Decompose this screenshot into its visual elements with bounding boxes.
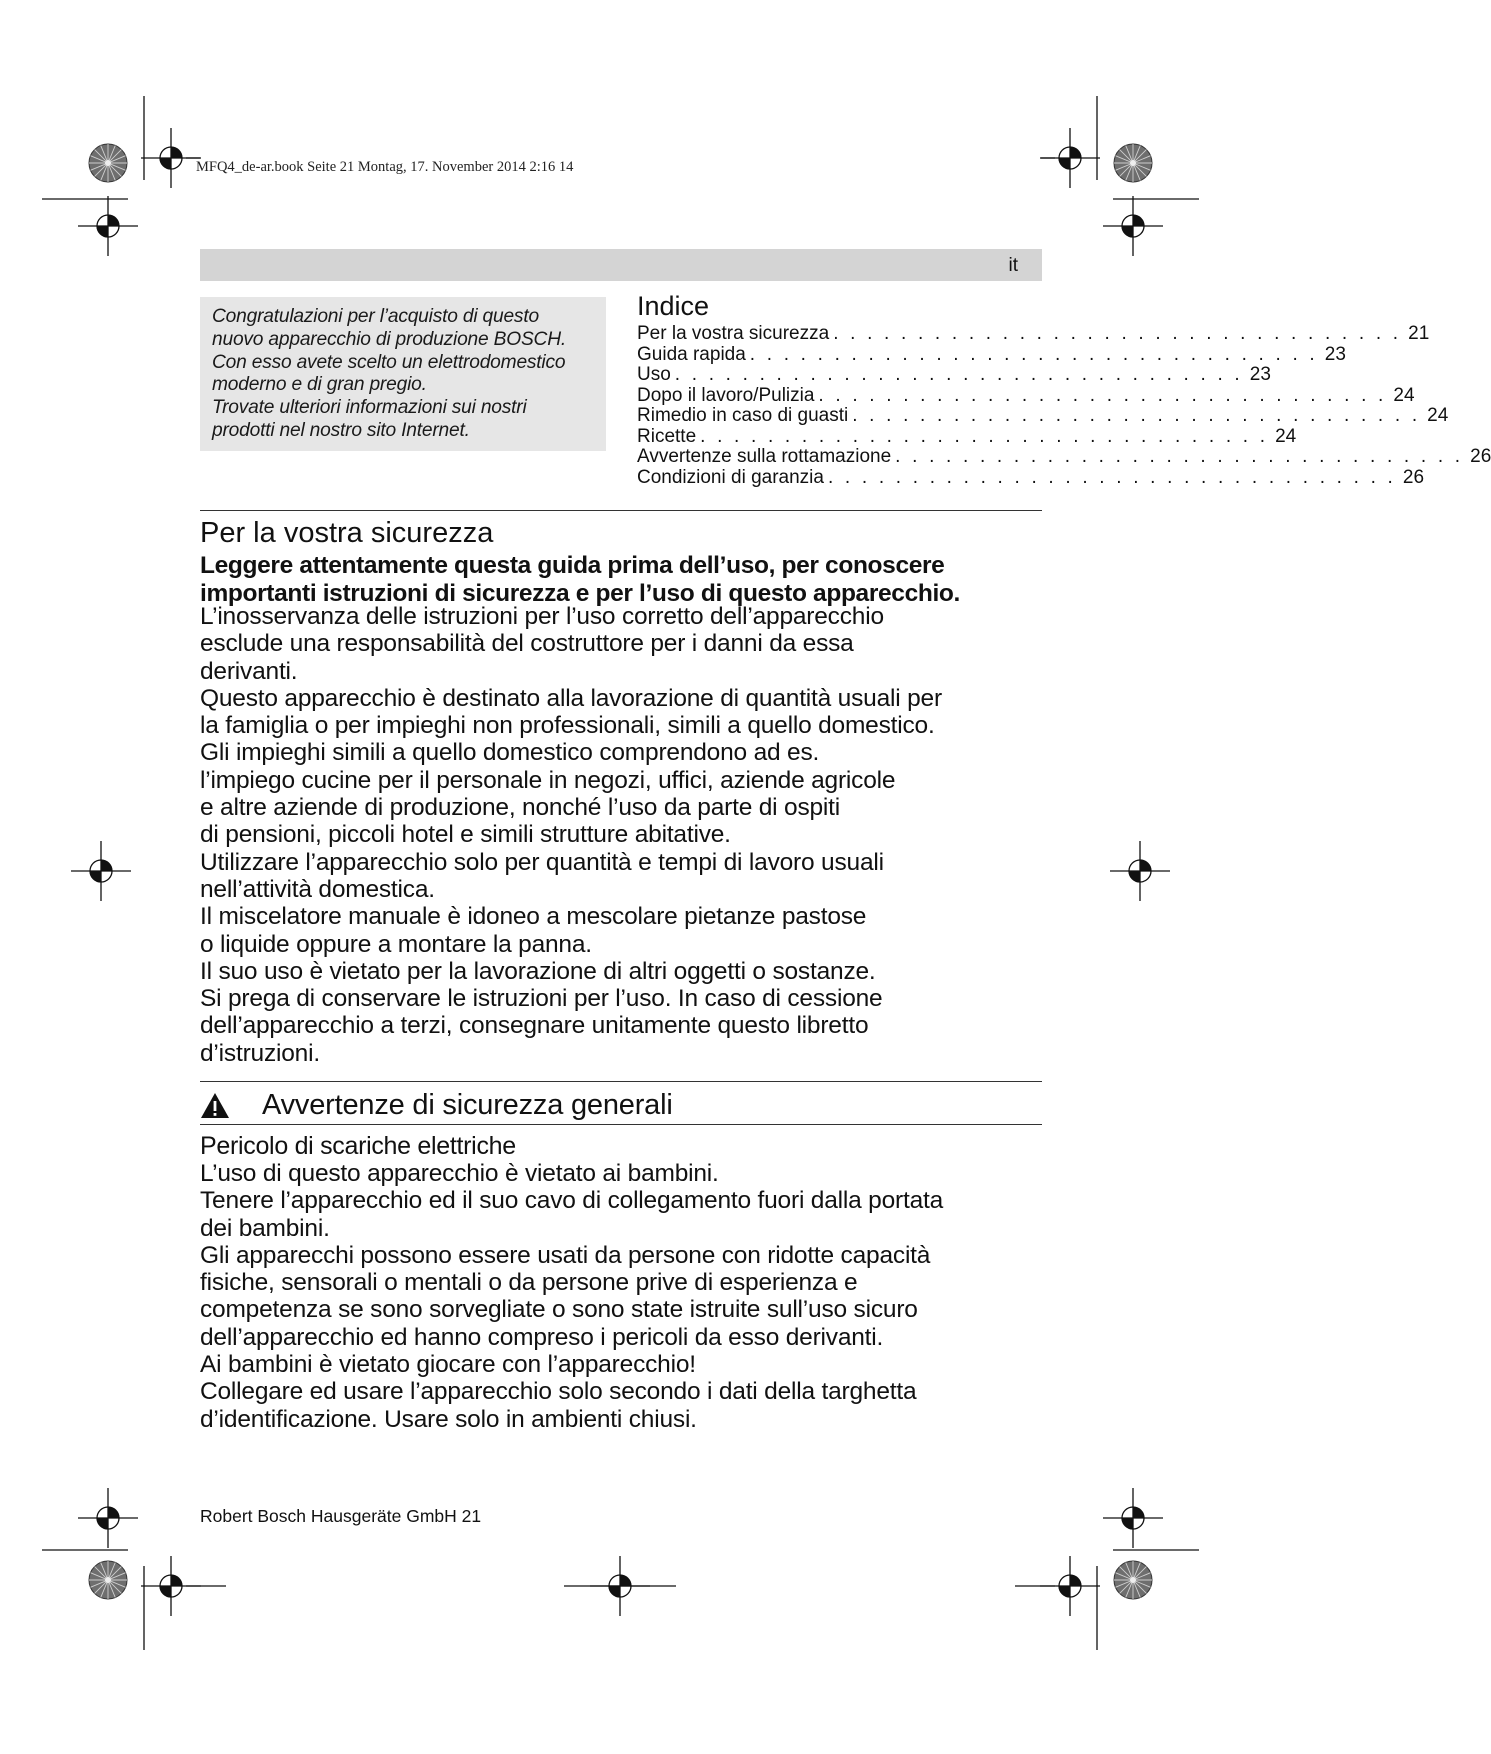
- print-header: MFQ4_de-ar.book Seite 21 Montag, 17. November 2014 2:16 14: [196, 159, 574, 175]
- language-tag: it: [1008, 255, 1018, 276]
- section-divider: [200, 1081, 1042, 1082]
- body-line: dei bambini.: [200, 1214, 330, 1242]
- toc-leader-dots: . . . . . . . . . . . . . . . . . . . . . . . . . . . . . . . . . .: [674, 364, 1243, 385]
- general-warnings-title: Avvertenze di sicurezza generali: [262, 1088, 673, 1121]
- lead-line: Leggere attentamente questa guida prima dell’uso, per conoscere: [200, 552, 945, 579]
- toc-entry-label: Per la vostra sicurezza: [637, 323, 830, 344]
- toc-entry-label: Guida rapida: [637, 343, 746, 365]
- body-line: derivanti.: [200, 657, 298, 685]
- toc-entry: [637, 405, 1449, 427]
- toc-title: Indice: [637, 291, 710, 321]
- toc-entry-page: 26: [1402, 466, 1425, 488]
- toc-entry-label: Ricette: [637, 425, 697, 447]
- body-line: Collegare ed usare l’apparecchio solo secondo i dati della targhetta: [200, 1378, 917, 1406]
- body-line: Gli impieghi simili a quello domestico comprendono ad es.: [200, 739, 820, 767]
- section-divider: [200, 510, 1042, 511]
- toc-leader-dots: . . . . . . . . . . . . . . . . . . . . . . . . . . . . . . . . . .: [833, 323, 1402, 344]
- toc-leader-dots: . . . . . . . . . . . . . . . . . . . . . . . . . . . . . . . . . .: [700, 425, 1269, 447]
- body-line: dell’apparecchio a terzi, consegnare unitamente questo libretto: [200, 1012, 869, 1040]
- body-line: Tenere l’apparecchio ed il suo cavo di collegamento fuori dalla portata: [200, 1187, 944, 1215]
- body-line: d’identificazione. Usare solo in ambienti chiusi.: [200, 1405, 697, 1433]
- intro-line: moderno e di gran pregio.: [212, 374, 427, 396]
- intro-line: nuovo apparecchio di produzione BOSCH.: [212, 328, 566, 350]
- body-line: e altre aziende di produzione, nonché l’uso da parte di ospiti: [200, 794, 841, 822]
- body-line: Gli apparecchi possono essere usati da persone con ridotte capacità: [200, 1241, 931, 1269]
- toc-entry-label: Uso: [637, 364, 671, 385]
- toc-entry-label: Avvertenze sulla rottamazione: [637, 446, 892, 467]
- body-line: Utilizzare l’apparecchio solo per quantità e tempi di lavoro usuali: [200, 848, 884, 876]
- toc-entry: [637, 446, 1491, 468]
- toc-entry-page: 24: [1427, 405, 1449, 426]
- safety-section-title: Per la vostra sicurezza: [200, 517, 494, 549]
- toc-entry: [637, 425, 1297, 448]
- toc-entry: [637, 364, 1271, 386]
- toc-entry: [637, 323, 1430, 345]
- intro-line: Congratulazioni per l’acquisto di questo: [212, 306, 539, 327]
- toc-entry-page: 21: [1408, 323, 1430, 344]
- body-line: Questo apparecchio è destinato alla lavorazione di quantità usuali per: [200, 684, 942, 712]
- intro-line: prodotti nel nostro sito Internet.: [212, 419, 470, 441]
- body-line: dell’apparecchio ed hanno compreso i pericoli da esso derivanti.: [200, 1323, 884, 1351]
- body-line: l’impiego cucine per il personale in negozi, uffici, aziende agricole: [200, 766, 896, 794]
- toc-entry: [637, 343, 1346, 366]
- general-warnings-heading: [200, 1087, 673, 1123]
- body-line: fisiche, sensorali o mentali o da persone prive di esperienza e: [200, 1269, 858, 1297]
- toc-entry-page: 26: [1470, 446, 1491, 467]
- safety-body-text: [200, 603, 1060, 1067]
- toc-entry: [637, 466, 1425, 489]
- toc-leader-dots: . . . . . . . . . . . . . . . . . . . . . . . . . . . . . . . . . .: [852, 405, 1421, 426]
- intro-line: Trovate ulteriori informazioni sui nostri: [212, 397, 527, 419]
- body-line: nell’attività domestica.: [200, 875, 435, 903]
- toc-entry-page: 23: [1249, 364, 1271, 385]
- table-of-contents: [637, 290, 1491, 488]
- toc-leader-dots: . . . . . . . . . . . . . . . . . . . . . . . . . . . . . . . . . .: [749, 343, 1318, 365]
- body-line: Ai bambini è vietato giocare con l’apparecchio!: [200, 1351, 696, 1379]
- page-footer: Robert Bosch Hausgeräte GmbH 21: [200, 1506, 482, 1526]
- toc-leader-dots: . . . . . . . . . . . . . . . . . . . . . . . . . . . . . . . . . .: [818, 384, 1387, 406]
- toc-entry-label: Rimedio in caso di guasti: [637, 405, 849, 426]
- body-line: d’istruzioni.: [200, 1039, 320, 1067]
- toc-entry-label: Condizioni di garanzia: [637, 466, 824, 488]
- body-line: Il miscelatore manuale è idoneo a mescolare pietanze pastose: [200, 903, 867, 931]
- body-line: la famiglia o per impieghi non professionali, simili a quello domestico.: [200, 712, 935, 740]
- body-line: L’uso di questo apparecchio è vietato ai bambini.: [200, 1160, 719, 1187]
- intro-box: [200, 297, 606, 451]
- toc-leader-dots: . . . . . . . . . . . . . . . . . . . . . . . . . . . . . . . . . .: [895, 446, 1464, 467]
- toc-entry-page: 23: [1324, 343, 1346, 365]
- section-divider: [200, 1124, 1042, 1125]
- toc-entry-page: 24: [1275, 425, 1297, 447]
- body-line: esclude una responsabilità del costruttore per i danni da essa: [200, 630, 854, 658]
- intro-line: Con esso avete scelto un elettrodomestico: [212, 351, 566, 373]
- lead-line: importanti istruzioni di sicurezza e per l’uso di questo apparecchio.: [200, 579, 960, 607]
- toc-entry-page: 24: [1393, 384, 1415, 406]
- body-line: o liquide oppure a montare la panna.: [200, 930, 592, 958]
- warning-triangle-icon: [200, 1092, 230, 1119]
- body-line: Si prega di conservare le istruzioni per l’uso. In caso di cessione: [200, 985, 883, 1013]
- body-line: competenza se sono sorvegliate o sono state istruite sull’uso sicuro: [200, 1296, 918, 1324]
- safety-lead-text: [200, 552, 1060, 607]
- body-line: L’inosservanza delle istruzioni per l’uso corretto dell’apparecchio: [200, 603, 884, 630]
- body-line: Il suo uso è vietato per la lavorazione di altri oggetti o sostanze.: [200, 957, 876, 985]
- body-line: di pensioni, piccoli hotel e simili strutture abitative.: [200, 821, 731, 849]
- language-bar: [200, 249, 1042, 281]
- toc-entry: [637, 384, 1415, 407]
- general-warnings-body-text: [200, 1160, 1060, 1433]
- toc-leader-dots: . . . . . . . . . . . . . . . . . . . . . . . . . . . . . . . . . .: [827, 466, 1397, 488]
- toc-entry-label: Dopo il lavoro/Pulizia: [637, 384, 815, 406]
- electric-shock-subtitle: Pericolo di scariche elettriche: [200, 1132, 516, 1160]
